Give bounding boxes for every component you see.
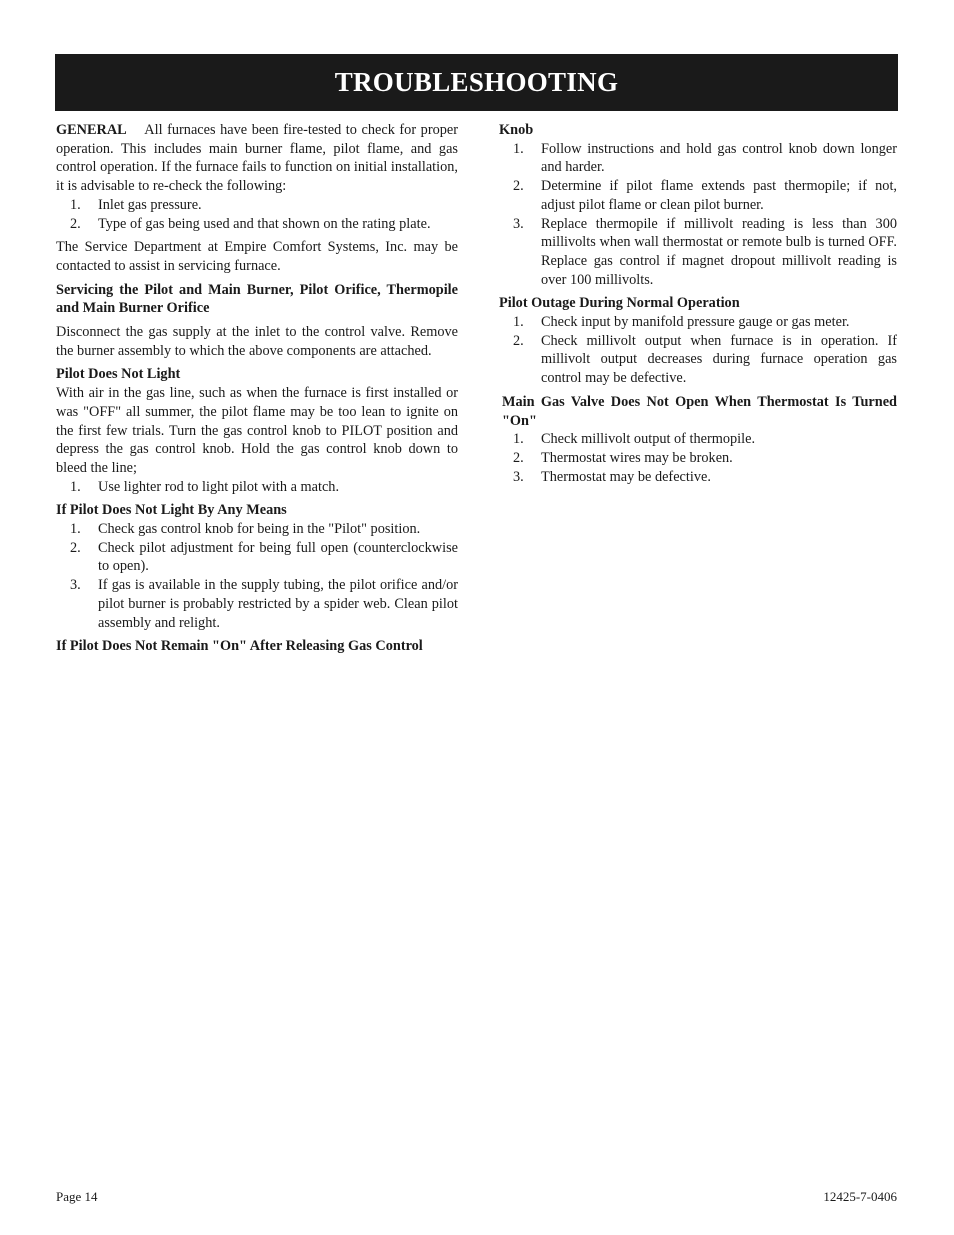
list-item: 1. Check gas control knob for being in the "Pilot" position.: [70, 521, 421, 538]
section-title-banner: [55, 54, 898, 111]
list-item: 1. Check input by manifold pressure gauge or gas meter.: [513, 314, 850, 331]
pilot-not-light-text: With air in the gas line, such as when the furnace is first installed or was "OFF" all summer, the pilot flame may be too lean to ignite on the first few trials. Turn the gas control knob to PILOT position and depress the gas control knob. Hold the gas control knob down to bleed the line;: [56, 385, 458, 476]
pilot-not-light-heading: Pilot Does Not Light: [56, 366, 181, 383]
list-item: 2. Check pilot adjustment for being full open (counterclockwise to open).: [70, 539, 458, 575]
any-means-list: [56, 520, 458, 632]
list-item: 2. Determine if pilot flame extends past thermopile; if not, adjust pilot flame or clean pilot burner.: [513, 178, 897, 213]
general-paragraph: [56, 121, 458, 196]
pilot-outage-heading: Pilot Outage During Normal Operation: [499, 295, 740, 312]
general-text: All furnaces have been fire-tested to check for proper operation. This includes main burner flame, pilot flame, and gas control operation. If the furnace fails to function on initial installation, it is advisable to re-check the following:: [56, 122, 458, 195]
pilot-outage-list: [499, 313, 897, 388]
knob-heading: Knob: [499, 122, 534, 138]
servicing-text: Disconnect the gas supply at the inlet to the control valve. Remove the burner assembly to which the above components are attached.: [56, 324, 458, 359]
list-item: 1. Follow instructions and hold gas control knob down longer and harder.: [513, 140, 897, 176]
page-number: Page 14: [56, 1189, 98, 1204]
list-item: 1. Check millivolt output of thermopile.: [513, 431, 756, 448]
general-checklist: [56, 196, 458, 233]
list-item: 3. If gas is available in the supply tubing, the pilot orifice and/or pilot burner is probably restricted by a spider web. Clean pilot assembly and relight.: [70, 577, 458, 631]
list-item: 1. Inlet gas pressure.: [70, 196, 202, 213]
general-lead: GENERAL: [56, 122, 127, 138]
page-title: TROUBLESHOOTING: [334, 67, 619, 97]
knob-list: [499, 140, 897, 290]
servicing-heading: Servicing the Pilot and Main Burner, Pilot Orifice, Thermopile and Main Burner Orifice: [56, 281, 458, 317]
list-item: 3. Replace thermopile if millivolt reading is less than 300 millivolts when wall thermostat or remote bulb is turned OFF. Replace gas control if magnet dropout millivolt reading is over 100 millivolts.: [513, 215, 897, 288]
main-valve-heading: Main Gas Valve Does Not Open When Thermostat Is Turned "On": [502, 393, 897, 429]
list-item: 2. Check millivolt output when furnace is in operation. If millivolt output decreases during furnace operation gas control may be defective.: [513, 332, 897, 387]
pilot-not-light-list: [56, 478, 458, 497]
document-number: 12425-7-0406: [823, 1189, 897, 1204]
list-item: 1. Use lighter rod to light pilot with a match.: [70, 478, 340, 495]
list-item: 3. Thermostat may be defective.: [513, 468, 711, 485]
main-valve-list: [499, 430, 897, 486]
right-column: [499, 121, 897, 486]
left-column: [56, 121, 458, 656]
list-item: 2. Type of gas being used and that shown on the rating plate.: [70, 215, 431, 232]
any-means-heading: If Pilot Does Not Light By Any Means: [56, 502, 287, 519]
service-note: The Service Department at Empire Comfort Systems, Inc. may be contacted to assist in servicing furnace.: [56, 239, 458, 274]
not-remain-heading: If Pilot Does Not Remain "On" After Releasing Gas Control: [56, 638, 423, 655]
list-item: 2. Thermostat wires may be broken.: [513, 449, 733, 466]
